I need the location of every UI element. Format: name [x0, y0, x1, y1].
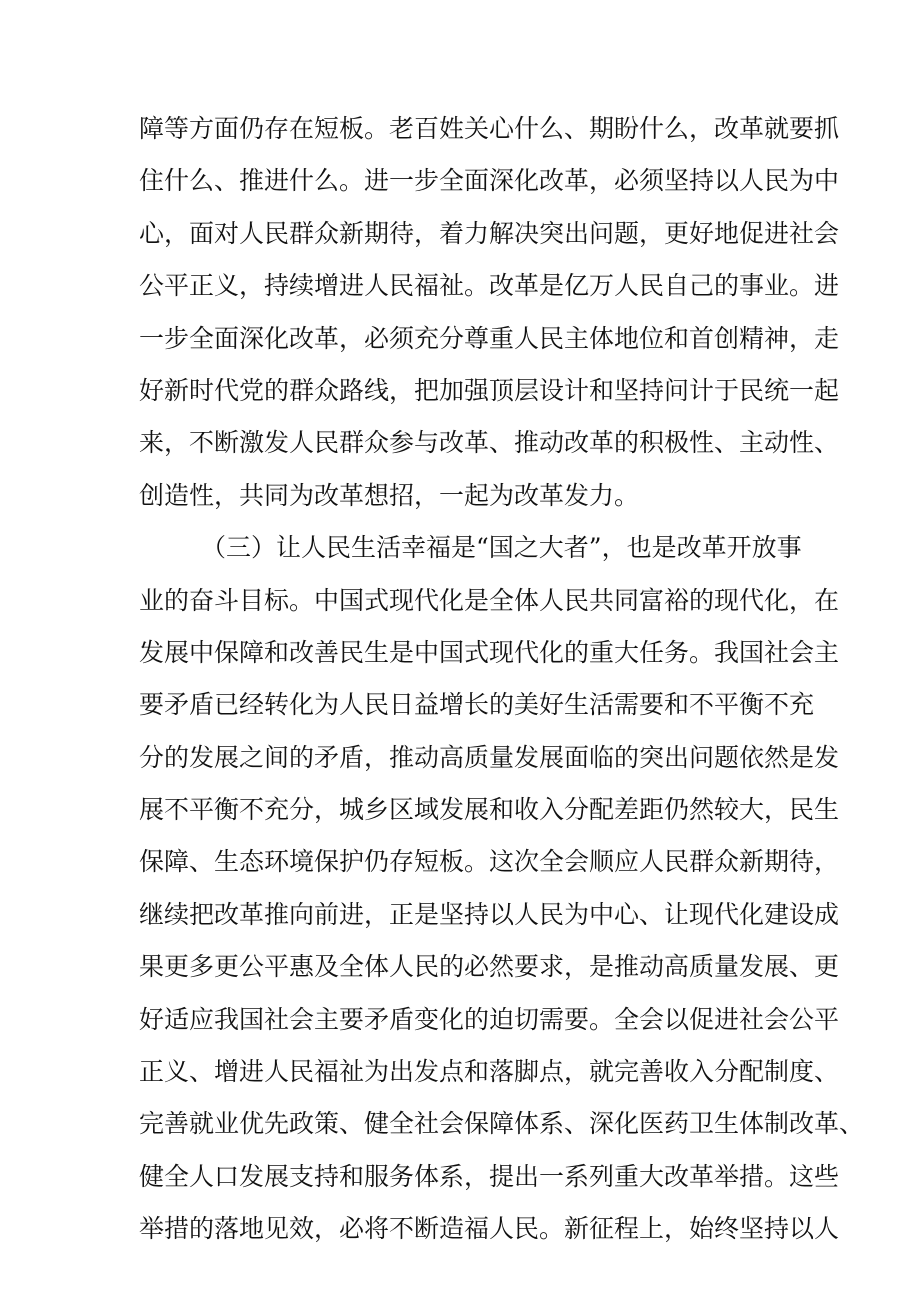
text-line: 正义、增进人民福祉为出发点和落脚点，就完善收入分配制度、 [139, 1057, 840, 1087]
text-line: 健全人口发展支持和服务体系，提出一系列重大改革举措。这些 [139, 1161, 840, 1191]
paragraph-end-line: 创造性，共同为改革想招，一起为改革发力。 [139, 480, 640, 510]
text-line: 展不平衡不充分，城乡区域发展和收入分配差距仍然较大，民生 [139, 795, 840, 825]
text-line: 完善就业优先政策、健全社会保障体系、深化医药卫生体制改革、 [139, 1109, 865, 1139]
text-line: 一步全面深化改革，必须充分尊重人民主体地位和首创精神，走 [139, 323, 840, 353]
text-line: 来，不断激发人民群众参与改革、推动改革的积极性、主动性、 [139, 428, 840, 458]
text-line: 果更多更公平惠及全体人民的必然要求，是推动高质量发展、更 [139, 952, 840, 982]
text-line: 心，面对人民群众新期待，着力解决突出问题，更好地促进社会 [139, 218, 840, 248]
text-line: 发展中保障和改善民生是中国式现代化的重大任务。我国社会主 [139, 637, 840, 667]
text-line: 继续把改革推向前进，正是坚持以人民为中心、让现代化建设成 [139, 899, 840, 929]
text-line: 好适应我国社会主要矛盾变化的迫切需要。全会以促进社会公平 [139, 1004, 840, 1034]
body-text [139, 103, 865, 1256]
text-line: 住什么、推进什么。进一步全面深化改革，必须坚持以人民为中 [139, 166, 840, 196]
text-line: 公平正义，持续增进人民福祉。改革是亿万人民自己的事业。进 [139, 271, 840, 301]
section-heading-line: （三）让人民生活幸福是“国之大者”，也是改革开放事 [201, 533, 802, 563]
text-line: 保障、生态环境保护仍存短板。这次全会顺应人民群众新期待， [139, 847, 840, 877]
text-line: 举措的落地见效，必将不断造福人民。新征程上，始终坚持以人 [139, 1214, 840, 1244]
text-line: 障等方面仍存在短板。老百姓关心什么、期盼什么，改革就要抓 [139, 114, 840, 143]
text-line: 好新时代党的群众路线，把加强顶层设计和坚持问计于民统一起 [139, 375, 840, 405]
text-line: 要矛盾已经转化为人民日益增长的美好生活需要和不平衡不充 [139, 690, 815, 720]
text-line: 分的发展之间的矛盾，推动高质量发展面临的突出问题依然是发 [139, 742, 840, 772]
text-line: 业的奋斗目标。中国式现代化是全体人民共同富裕的现代化，在 [139, 585, 840, 615]
